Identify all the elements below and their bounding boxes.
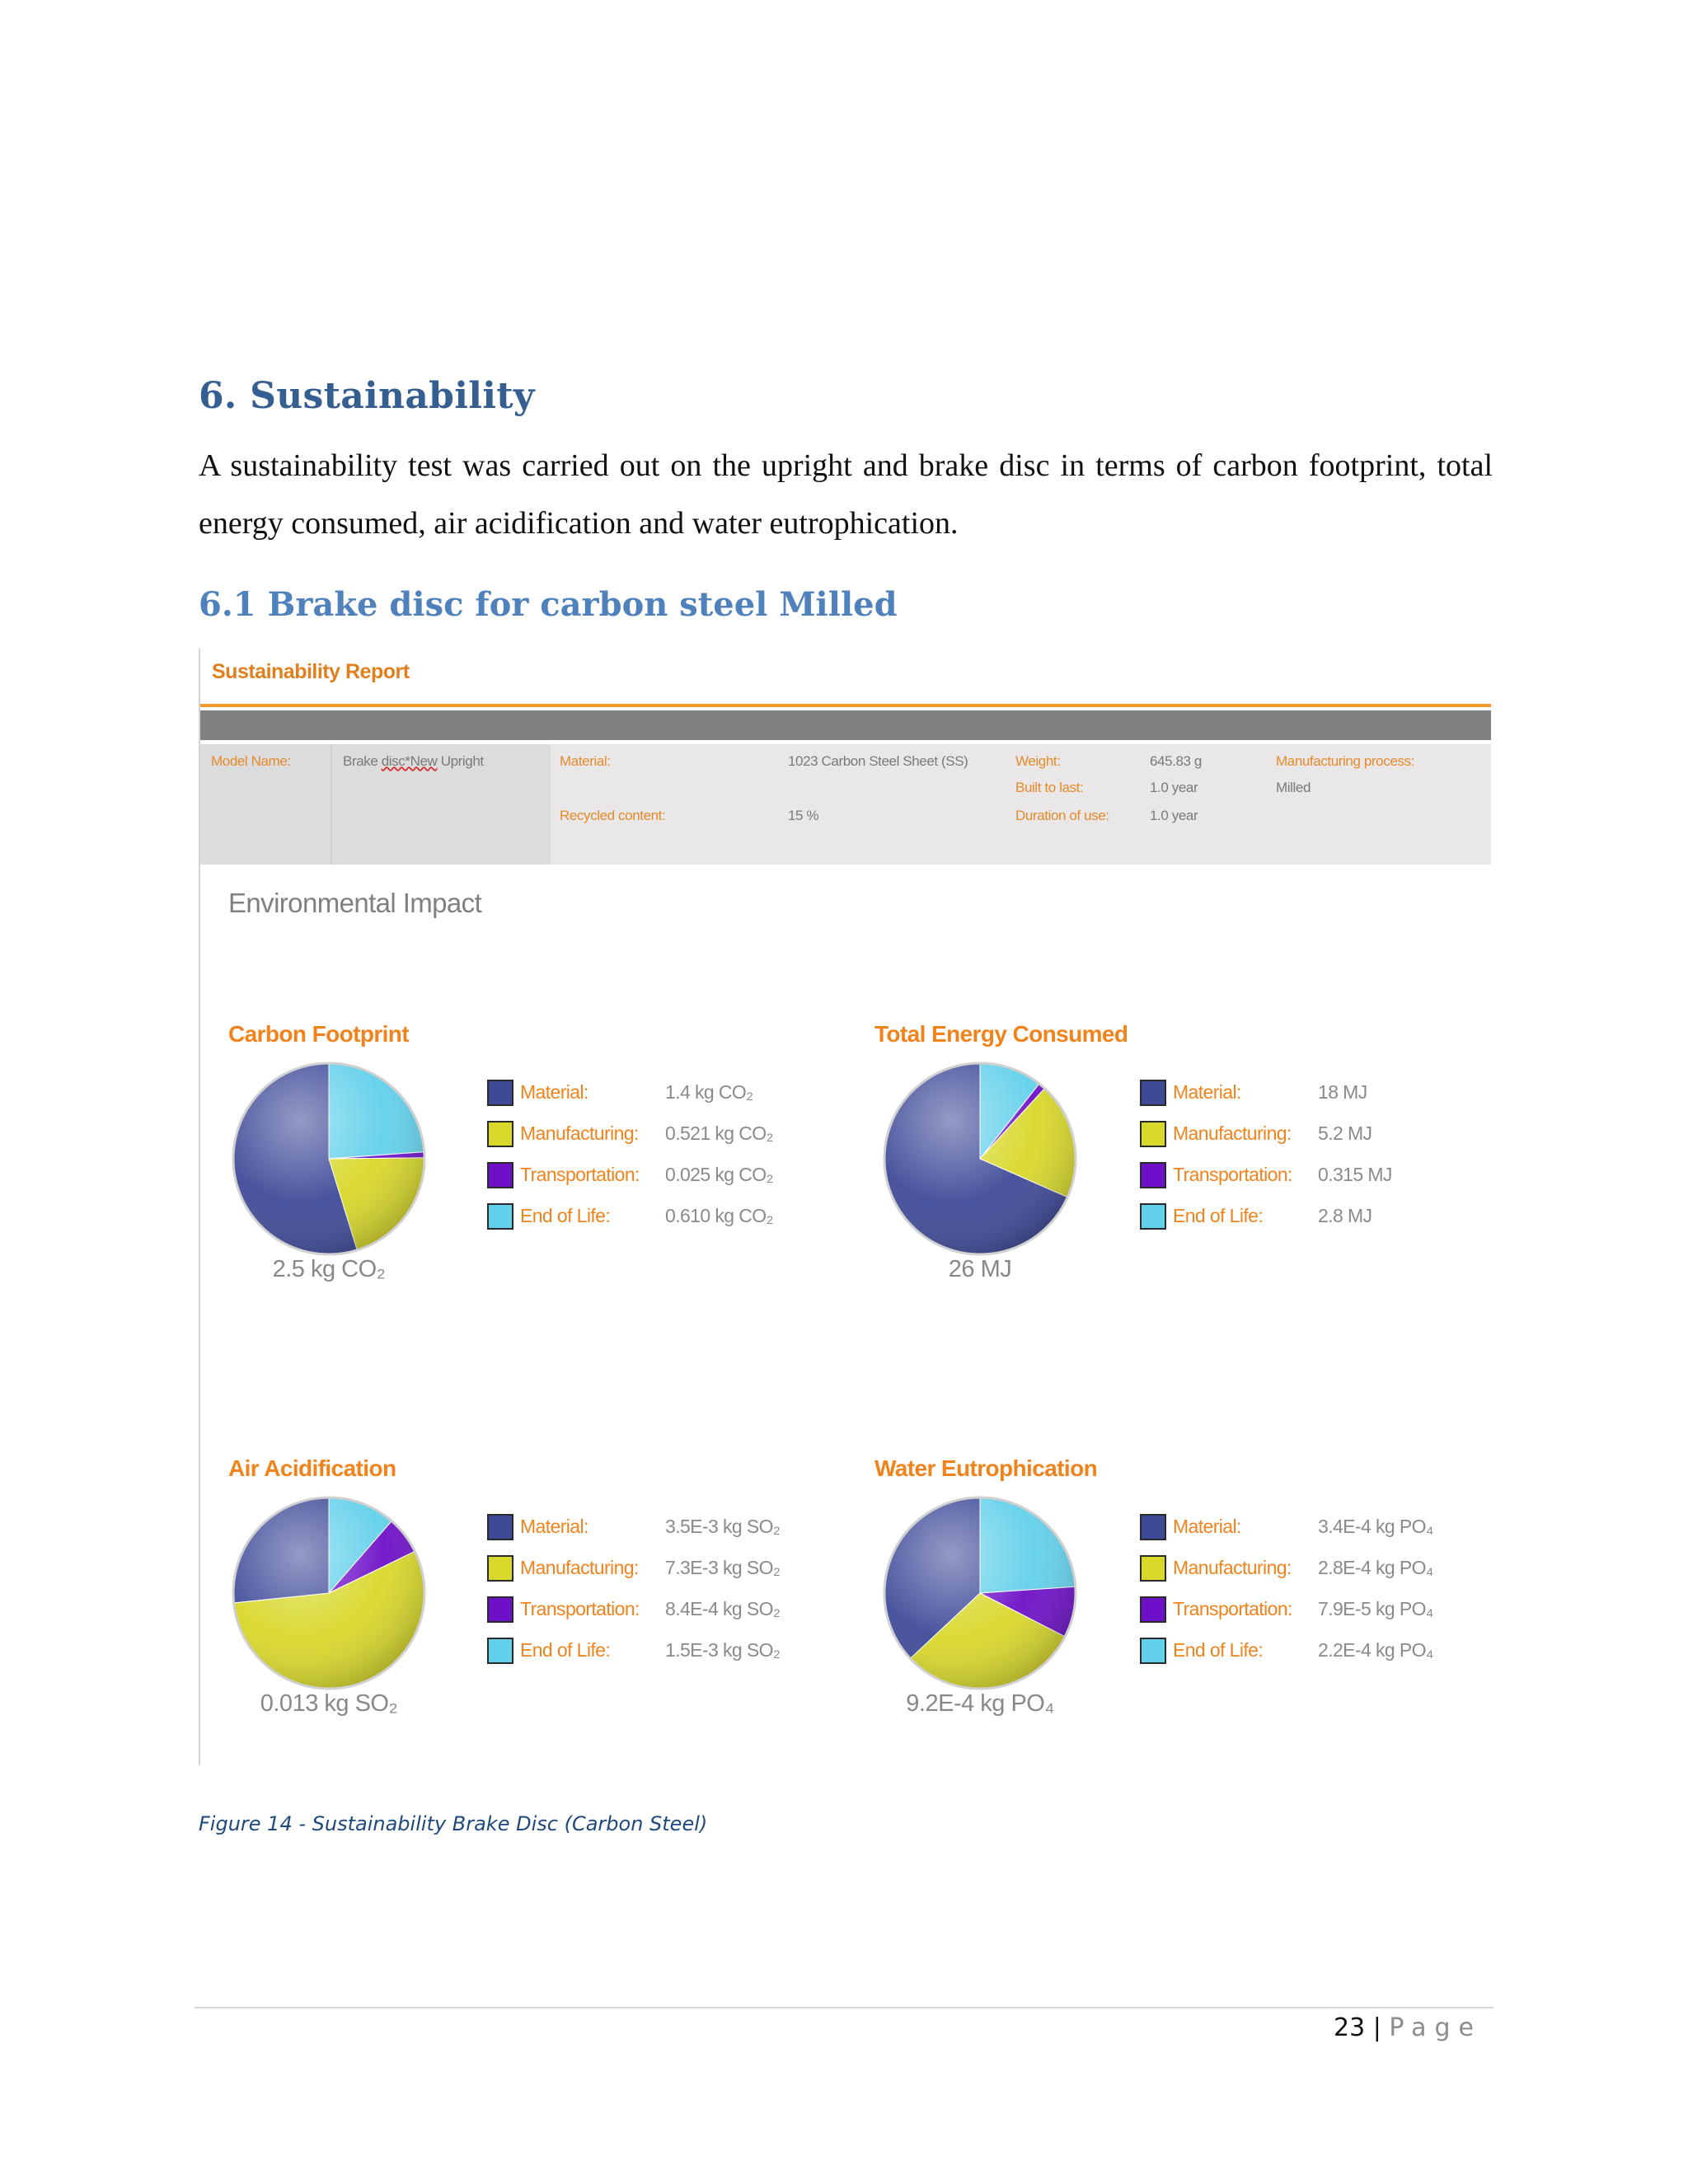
model-name-value xyxy=(343,753,484,770)
legend-label-material: Material: xyxy=(1173,1081,1241,1103)
legend-row-manufacturing xyxy=(487,1552,817,1585)
built-value: 1.0 year xyxy=(1150,780,1198,795)
legend-swatch-end-of-life xyxy=(1140,1638,1166,1664)
legend-value-material: 18 MJ xyxy=(1318,1081,1367,1103)
legend-value-transportation: 7.9E-5 kg PO₄ xyxy=(1318,1598,1433,1619)
legend-label-material: Material: xyxy=(520,1516,588,1537)
legend-value-manufacturing: 5.2 MJ xyxy=(1318,1122,1372,1144)
water-eutrophication-pie xyxy=(879,1493,1081,1694)
legend-row-material xyxy=(1140,1511,1470,1544)
legend-label-end-of-life: End of Life: xyxy=(1173,1205,1264,1226)
legend-swatch-transportation xyxy=(487,1596,513,1623)
legend-label-material: Material: xyxy=(1173,1516,1241,1537)
legend-row-transportation xyxy=(487,1593,817,1626)
environmental-impact-title: Environmental Impact xyxy=(228,888,482,918)
total-energy-pie xyxy=(879,1058,1081,1259)
weight-value: 645.83 g xyxy=(1150,753,1202,769)
process-value: Milled xyxy=(1276,780,1311,795)
legend-row-manufacturing xyxy=(1140,1552,1470,1585)
legend-row-material xyxy=(1140,1076,1470,1109)
legend-label-transportation: Transportation: xyxy=(520,1598,640,1619)
page-number: 23 xyxy=(1333,2013,1366,2042)
water-eutrophication-total: 9.2E-4 kg PO₄ xyxy=(906,1690,1054,1717)
carbon-footprint-title: Carbon Footprint xyxy=(228,1021,410,1047)
legend-swatch-transportation xyxy=(1140,1162,1166,1188)
duration-label: Duration of use: xyxy=(1015,808,1109,823)
legend-row-end-of-life xyxy=(487,1634,817,1667)
legend-value-transportation: 8.4E-4 kg SO₂ xyxy=(665,1598,781,1619)
legend-swatch-material xyxy=(487,1514,513,1540)
legend-label-manufacturing: Manufacturing: xyxy=(520,1122,639,1144)
legend-row-transportation xyxy=(1140,1159,1470,1192)
legend-label-material: Material: xyxy=(520,1081,588,1103)
legend-row-transportation xyxy=(487,1159,817,1192)
legend-swatch-manufacturing xyxy=(487,1555,513,1582)
total-energy-title: Total Energy Consumed xyxy=(874,1021,1128,1047)
legend-value-end-of-life: 2.8 MJ xyxy=(1318,1205,1372,1226)
process-label: Manufacturing process: xyxy=(1276,753,1414,769)
sustainability-report-figure xyxy=(199,649,1491,1765)
model-name-prefix: Brake xyxy=(343,753,382,769)
legend-row-end-of-life xyxy=(487,1200,817,1233)
legend-value-material: 3.5E-3 kg SO₂ xyxy=(665,1516,781,1537)
footer-rule xyxy=(195,2007,1493,2008)
legend-value-end-of-life: 1.5E-3 kg SO₂ xyxy=(665,1639,781,1661)
legend-swatch-material xyxy=(487,1080,513,1106)
legend-label-transportation: Transportation: xyxy=(1173,1164,1292,1185)
air-acidification-title: Air Acidification xyxy=(228,1455,396,1481)
duration-value: 1.0 year xyxy=(1150,808,1198,823)
legend-row-manufacturing xyxy=(487,1118,817,1151)
model-name-suffix: Upright xyxy=(437,753,484,769)
legend-swatch-end-of-life xyxy=(1140,1203,1166,1230)
legend-value-manufacturing: 0.521 kg CO₂ xyxy=(665,1122,773,1144)
legend-swatch-manufacturing xyxy=(1140,1121,1166,1147)
legend-label-end-of-life: End of Life: xyxy=(520,1205,611,1226)
legend-value-transportation: 0.025 kg CO₂ xyxy=(665,1164,773,1185)
page-word: Page xyxy=(1389,2013,1482,2042)
section-heading: 6. Sustainability xyxy=(199,375,535,417)
report-info-box xyxy=(200,744,1491,865)
legend-row-end-of-life xyxy=(1140,1200,1470,1233)
legend-row-transportation xyxy=(1140,1593,1470,1626)
built-label: Built to last: xyxy=(1015,780,1084,795)
model-name-label: Model Name: xyxy=(211,753,291,769)
legend-swatch-transportation xyxy=(487,1162,513,1188)
legend-label-end-of-life: End of Life: xyxy=(520,1639,611,1661)
legend-row-material xyxy=(487,1511,817,1544)
legend-swatch-material xyxy=(1140,1080,1166,1106)
legend-label-end-of-life: End of Life: xyxy=(1173,1639,1264,1661)
footer-separator: | xyxy=(1365,2013,1390,2042)
legend-label-manufacturing: Manufacturing: xyxy=(1173,1557,1292,1578)
legend-swatch-end-of-life xyxy=(487,1203,513,1230)
legend-value-end-of-life: 0.610 kg CO₂ xyxy=(665,1205,773,1226)
water-eutrophication-title: Water Eutrophication xyxy=(874,1455,1098,1481)
legend-row-material xyxy=(487,1076,817,1109)
figure-caption: Figure 14 - Sustainability Brake Disc (Carbon Steel) xyxy=(199,1812,708,1835)
legend-value-manufacturing: 2.8E-4 kg PO₄ xyxy=(1318,1557,1433,1578)
info-separator xyxy=(331,744,332,865)
legend-value-transportation: 0.315 MJ xyxy=(1318,1164,1392,1185)
legend-label-transportation: Transportation: xyxy=(520,1164,640,1185)
legend-swatch-manufacturing xyxy=(487,1121,513,1147)
carbon-footprint-total: 2.5 kg CO₂ xyxy=(272,1256,386,1282)
report-orange-divider xyxy=(200,704,1491,707)
recycled-label: Recycled content: xyxy=(560,808,666,823)
material-label: Material: xyxy=(560,753,611,769)
recycled-value: 15 % xyxy=(788,808,819,823)
air-acidification-total: 0.013 kg SO₂ xyxy=(260,1690,398,1717)
legend-swatch-transportation xyxy=(1140,1596,1166,1623)
weight-label: Weight: xyxy=(1015,753,1061,769)
report-title: Sustainability Report xyxy=(212,660,410,683)
legend-row-manufacturing xyxy=(1140,1118,1470,1151)
subsection-heading: 6.1 Brake disc for carbon steel Milled xyxy=(199,585,898,624)
carbon-footprint-pie xyxy=(228,1058,429,1259)
legend-swatch-manufacturing xyxy=(1140,1555,1166,1582)
legend-row-end-of-life xyxy=(1140,1634,1470,1667)
legend-value-manufacturing: 7.3E-3 kg SO₂ xyxy=(665,1557,781,1578)
report-grey-bar xyxy=(200,710,1491,740)
intro-paragraph: A sustainability test was carried out on the upright and brake disc in terms of carbon footprint, total energy consumed, air acidification and water eutrophication. xyxy=(199,448,1493,541)
page-footer xyxy=(1334,2013,1482,2042)
legend-value-material: 1.4 kg CO₂ xyxy=(665,1081,753,1103)
model-name-squiggle: disc*New xyxy=(381,753,438,769)
legend-value-end-of-life: 2.2E-4 kg PO₄ xyxy=(1318,1639,1433,1661)
legend-label-transportation: Transportation: xyxy=(1173,1598,1292,1619)
total-energy-total: 26 MJ xyxy=(948,1256,1012,1282)
legend-label-manufacturing: Manufacturing: xyxy=(1173,1122,1292,1144)
material-value: 1023 Carbon Steel Sheet (SS) xyxy=(788,753,968,769)
air-acidification-pie xyxy=(228,1493,429,1694)
legend-label-manufacturing: Manufacturing: xyxy=(520,1557,639,1578)
legend-swatch-material xyxy=(1140,1514,1166,1540)
legend-swatch-end-of-life xyxy=(487,1638,513,1664)
legend-value-material: 3.4E-4 kg PO₄ xyxy=(1318,1516,1433,1537)
